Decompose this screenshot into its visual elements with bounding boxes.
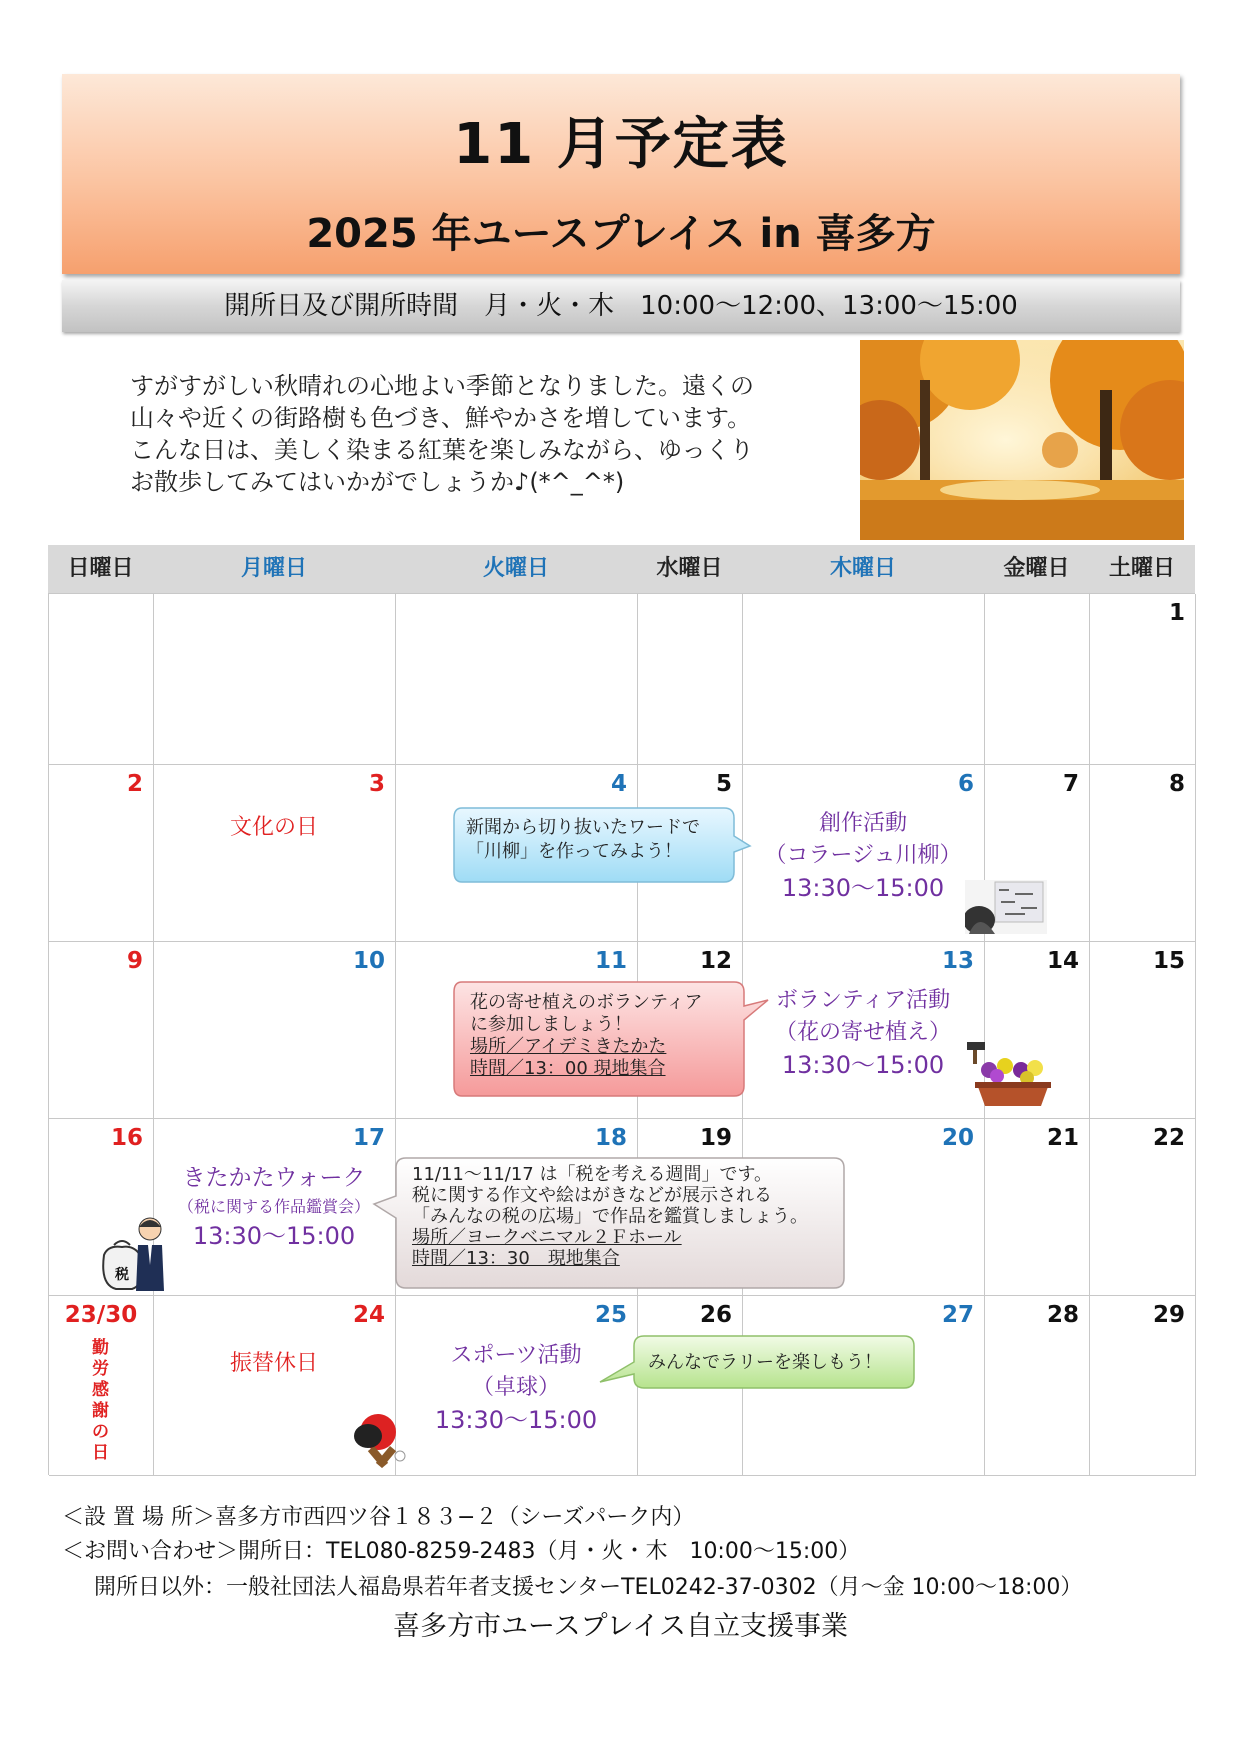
weekday-wed: 水曜日 [637, 545, 743, 593]
weekday-mon: 月曜日 [153, 545, 396, 593]
callout-flower [470, 992, 750, 1080]
footer-program-name: 喜多方市ユースプレイス自立支援事業 [393, 1611, 848, 1642]
event-time: 13:30〜15:00 [781, 874, 945, 902]
intro-line: お散歩してみてはいかがでしょうか♪(*^_^*) [130, 468, 625, 496]
callout-line: 場所／アイデミきたかた [470, 1036, 667, 1057]
day-number: 22 [1152, 1125, 1185, 1151]
event-time: 13:30〜15:00 [192, 1222, 356, 1250]
day-cell [154, 942, 396, 1119]
callout-senryu [466, 816, 736, 864]
day-number: 4 [610, 771, 627, 797]
page-subtitle: 2025 年ユースプレイス in 喜多方 [306, 211, 936, 257]
day-number: 7 [1062, 771, 1079, 797]
callout-tax [412, 1164, 852, 1269]
day-number: 1 [1168, 600, 1185, 626]
day-number: 8 [1168, 771, 1185, 797]
day-cell [985, 594, 1090, 765]
event-subtitle: （花の寄せ植え） [774, 1020, 951, 1045]
day-number: 10 [352, 948, 385, 974]
day-cell [1090, 942, 1196, 1119]
day-cell [1090, 765, 1196, 942]
weekday-sun: 日曜日 [48, 545, 154, 593]
vertical-char: 労 [92, 1359, 109, 1379]
collage-photo-image [965, 880, 1047, 934]
callout-line: 花の寄せ植えのボランティア [470, 992, 703, 1013]
event-kinro-kansha [48, 1338, 153, 1464]
day-number: 14 [1046, 948, 1079, 974]
day-cell [1090, 1296, 1196, 1476]
callout-rally: みんなでラリーを楽しもう！ [648, 1352, 882, 1373]
event-subtitle: （コラージュ川柳） [764, 843, 962, 868]
intro-text [130, 370, 810, 498]
event-subtitle: （税に関する作品鑑賞会） [177, 1197, 370, 1216]
day-cell [1090, 1119, 1196, 1296]
day-number: 17 [352, 1125, 385, 1151]
day-number: 2 [126, 771, 143, 797]
callout-line: 新聞から切り抜いたワードで [466, 817, 700, 838]
opening-hours-bar: 開所日及び開所時間 月・火・木 10:00〜12:00、13:00〜15:00 [62, 280, 1180, 332]
footer-contact-other: 開所日以外：一般社団法人福島県若年者支援センターTEL0242-37-0302（月〜金 10:00〜18:00） [94, 1575, 1083, 1600]
event-bunka-no-hi: 文化の日 [229, 815, 318, 840]
day-number: 21 [1046, 1125, 1079, 1151]
callout-line: 「川柳」を作ってみよう！ [466, 841, 682, 862]
event-time: 13:30〜15:00 [781, 1051, 945, 1079]
day-number: 23/30 [64, 1302, 138, 1328]
day-cell [154, 765, 396, 942]
day-cell [49, 942, 154, 1119]
event-time: 13:30〜15:00 [434, 1406, 598, 1434]
day-number: 25 [594, 1302, 627, 1328]
vertical-char: 日 [92, 1443, 109, 1463]
day-number: 28 [1046, 1302, 1079, 1328]
day-cell [396, 594, 638, 765]
vertical-char: 謝 [92, 1401, 109, 1421]
callout-line: 「みんなの税の広場」で作品を鑑賞しましょう。 [412, 1206, 808, 1227]
day-number: 18 [594, 1125, 627, 1151]
footer-location: ＜設 置 場 所＞喜多方市西四ツ谷１８３−２（シーズパーク内） [62, 1505, 695, 1530]
callout-line: 11/11〜11/17 は「税を考える週間」です。 [412, 1164, 773, 1185]
day-number: 12 [699, 948, 732, 974]
day-number: 27 [941, 1302, 974, 1328]
day-cell [1090, 594, 1196, 765]
day-cell [985, 1296, 1090, 1476]
vertical-char: の [92, 1422, 109, 1442]
event-furikae: 振替休日 [229, 1351, 318, 1376]
day-number: 15 [1152, 948, 1185, 974]
footer-contact: ＜お問い合わせ＞開所日：TEL080-8259-2483（月・火・木 10:00〜15:00） [62, 1539, 861, 1564]
day-cell [49, 594, 154, 765]
callout-line: に参加しましょう！ [470, 1014, 632, 1035]
callout-line: 時間／13：30 現地集合 [412, 1248, 620, 1269]
weekday-sat: 土曜日 [1089, 545, 1196, 593]
day-cell [638, 594, 743, 765]
autumn-trees-image [860, 340, 1184, 540]
day-cell [743, 594, 985, 765]
intro-line: こんな日は、美しく染まる紅葉を楽しみながら、ゆっくり [130, 436, 754, 464]
day-cell [49, 765, 154, 942]
weekday-fri: 金曜日 [984, 545, 1090, 593]
event-title: 創作活動 [818, 811, 907, 836]
event-volunteer [742, 985, 984, 1081]
ping-pong-paddles-icon [338, 1412, 424, 1474]
weekday-tue: 火曜日 [395, 545, 638, 593]
day-number: 3 [368, 771, 385, 797]
day-cell [154, 594, 396, 765]
tax-man-icon [98, 1215, 168, 1293]
day-number: 26 [699, 1302, 732, 1328]
event-sousaku [742, 808, 984, 904]
day-number: 11 [594, 948, 627, 974]
title-banner [62, 74, 1180, 274]
vertical-char: 勤 [92, 1338, 109, 1358]
event-walk [153, 1162, 395, 1252]
day-cell [985, 1119, 1090, 1296]
day-number: 5 [715, 771, 732, 797]
event-title: スポーツ活動 [450, 1343, 582, 1368]
day-number: 9 [126, 948, 143, 974]
event-subtitle: （卓球） [471, 1375, 560, 1400]
intro-line: 山々や近くの街路樹も色づき、鮮やかさを増しています。 [130, 404, 752, 432]
intro-line: すがすがしい秋晴れの心地よい季節となりました。遠くの [130, 372, 754, 400]
callout-line: 税に関する作文や絵はがきなどが展示される [412, 1185, 772, 1206]
day-number: 29 [1152, 1302, 1185, 1328]
flower-pot-icon [965, 1040, 1055, 1112]
day-number: 13 [941, 948, 974, 974]
day-number: 20 [941, 1125, 974, 1151]
callout-line: 時間／13：00 現地集合 [470, 1058, 666, 1079]
vertical-char: 感 [92, 1380, 109, 1400]
callout-line: 場所／ヨークベニマル２Ｆホール [412, 1227, 682, 1248]
page-title: 11 月予定表 [453, 112, 789, 177]
day-number: 24 [352, 1302, 385, 1328]
day-number: 19 [699, 1125, 732, 1151]
weekday-thu: 木曜日 [742, 545, 985, 593]
event-title: ボランティア活動 [775, 988, 951, 1013]
day-number: 16 [110, 1125, 143, 1151]
tax-bag-label: 税 [115, 1267, 129, 1283]
day-number: 6 [957, 771, 974, 797]
event-title: きたかたウォーク [182, 1165, 366, 1191]
